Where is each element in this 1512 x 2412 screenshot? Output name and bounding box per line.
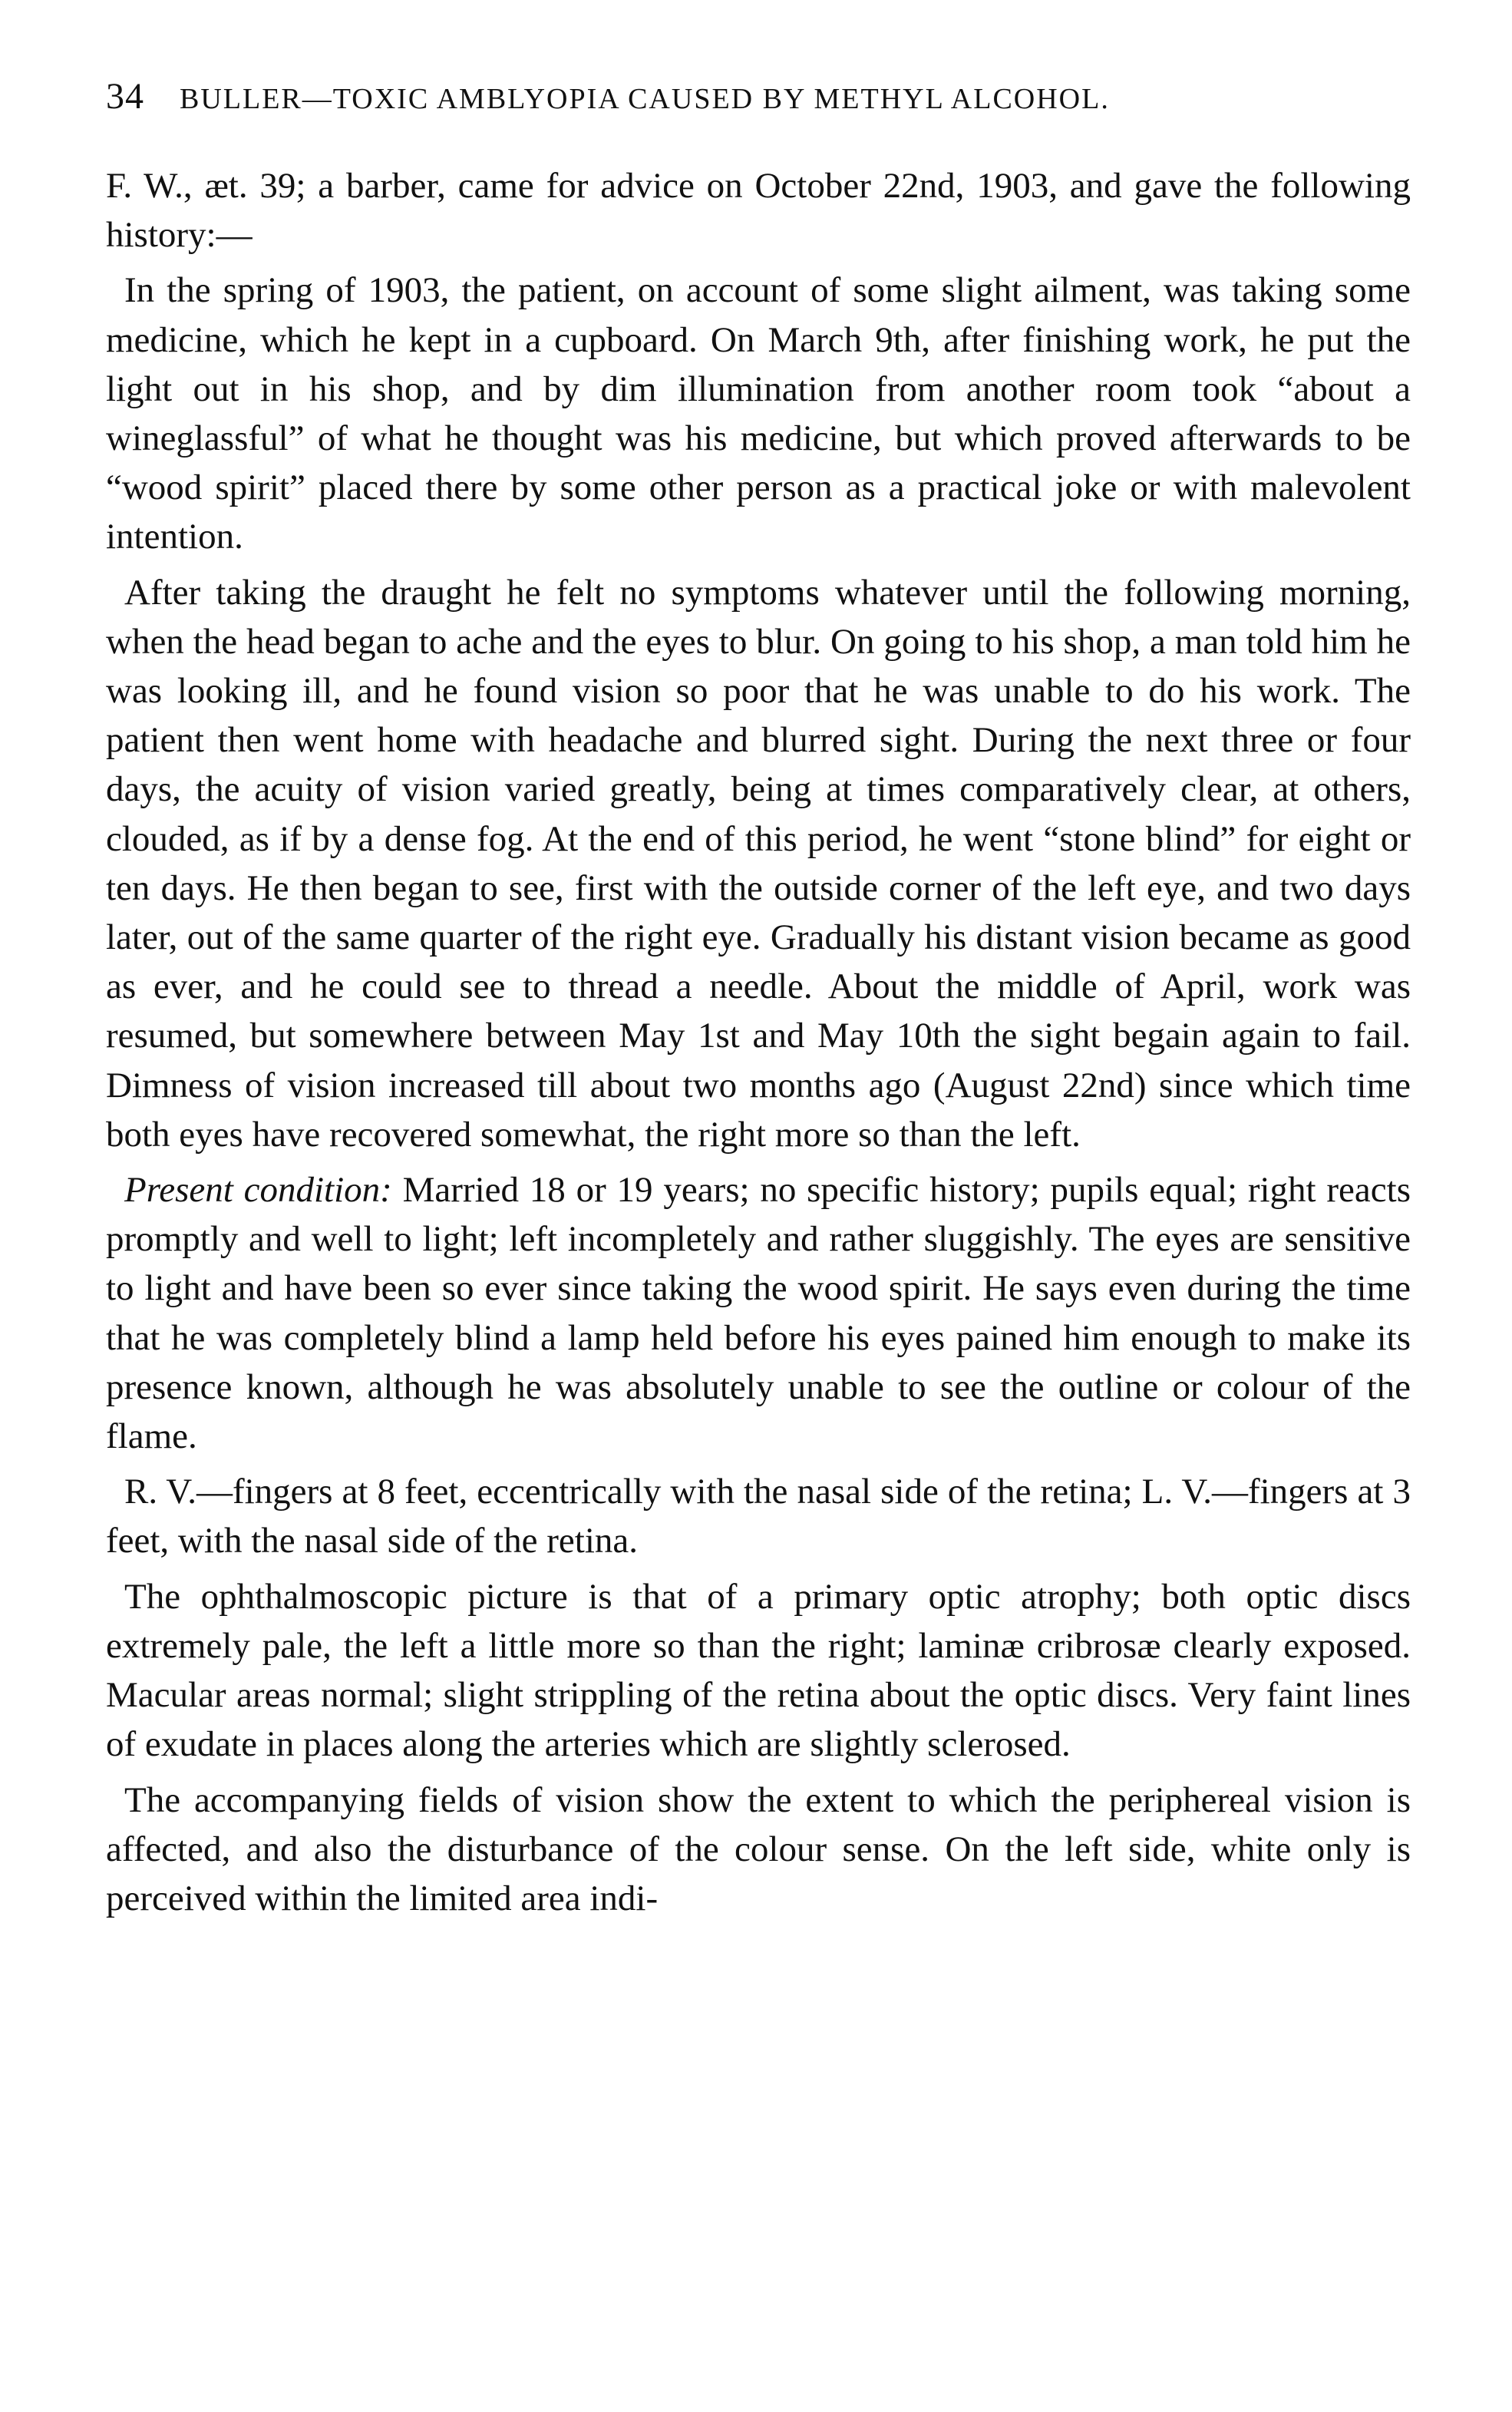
- paragraph-text: F. W., æt. 39; a barber, came for advice on October 22nd, 1903, and gave the following history:—: [106, 166, 1411, 256]
- paragraph-case-intro: [106, 161, 1411, 259]
- present-condition-label: Present condition:: [124, 1170, 392, 1211]
- paragraph-text: After taking the draught he felt no symptoms whatever until the following morning, when the head began to ache and the eyes to blur. On going to his shop, a man told him he was looking ill, and he found vision so poor that he was unable to do his work. The patient then went home with headache and blurred sight. During the next three or four days, the acuity of vision varied greatly, being at times comparatively clear, at others, clouded, as if by a dense fog. At the end of this period, he went “stone blind” for eight or ten days. He then began to see, first with the outside corner of the left eye, and two days later, out of the same quarter of the right eye. Gradually his distant vision became as good as ever, and he could see to thread a needle. About the middle of April, work was resumed, but somewhere between May 1st and May 10th the sight begain again to fail. Dimness of vision increased till about two months ago (August 22nd) since which time both eyes have recovered somewhat, the right more so than the left.: [106, 572, 1411, 1155]
- paragraph-fields-of-vision: [106, 1776, 1411, 1924]
- paragraph-text: The accompanying fields of vision show the extent to which the periphereal vision is affected, and also the disturbance of the colour sense. On the left side, white only is perceived within the limited area indi-: [106, 1779, 1411, 1918]
- paragraph-ophthalmoscopic: [106, 1572, 1411, 1769]
- paragraph-visual-acuity: [106, 1467, 1411, 1565]
- paragraph-history-symptoms: [106, 568, 1411, 1159]
- running-header: [106, 75, 1411, 121]
- paragraph-present-condition: [106, 1165, 1411, 1461]
- paragraph-text: Married 18 or 19 years; no specific history; pupils equal; right reacts promptly and well to light; left incompletely and rather sluggishly. The eyes are sensitive to light and have been so ever since taking the wood spirit. He says even during the time that he was completely blind a lamp held before his eyes pained him enough to make its presence known, although he was absolutely unable to see the outline or colour of the flame.: [106, 1170, 1411, 1457]
- body-text: [106, 161, 1411, 1923]
- running-title: BULLER—TOXIC AMBLYOPIA CAUSED BY METHYL ALCOHOL.: [180, 83, 1110, 115]
- paragraph-text: R. V.—fingers at 8 feet, eccentrically with the nasal side of the retina; L. V.—fingers at 3 feet, with the nasal side of the retina.: [106, 1472, 1411, 1561]
- paragraph-text: The ophthalmoscopic picture is that of a primary optic atrophy; both optic discs extremely pale, the left a little more so than the right; laminæ cribrosæ clearly exposed. Macular areas normal; slight strippling of the retina about the optic discs. Very faint lines of exudate in places along the arteries which are slightly sclerosed.: [106, 1576, 1411, 1765]
- page-number: 34: [106, 76, 144, 117]
- document-page: [106, 75, 1411, 1929]
- paragraph-history-spring: [106, 266, 1411, 561]
- paragraph-text: In the spring of 1903, the patient, on account of some slight ailment, was taking some medicine, which he kept in a cupboard. On March 9th, after finishing work, he put the light out in his shop, and by dim illumination from another room took “about a wineglassful” of what he thought was his medicine, but which proved afterwards to be “wood spirit” placed there by some other person as a practical joke or with malevolent intention.: [106, 270, 1411, 557]
